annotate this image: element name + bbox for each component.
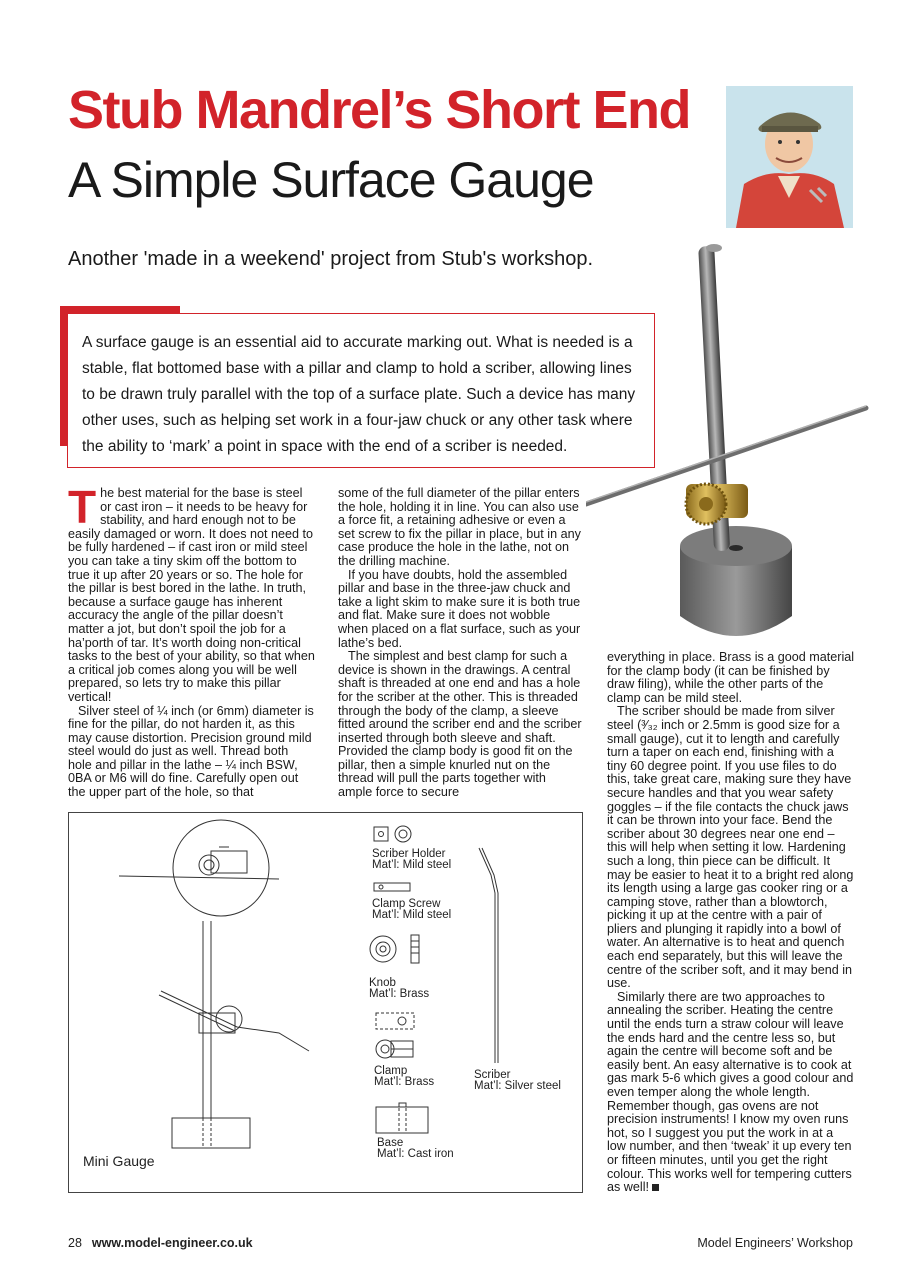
part-label-scriber-holder: Scriber Holder Mat’l: Mild steel — [372, 848, 452, 871]
body-paragraph: some of the full diameter of the pillar enters the hole, holding it in line. You can also use a force fit, a retaining adhesive or even a set screw to fix the pillar in place, but in any case produce the hole in the lathe, not on the drilling machine. — [338, 486, 581, 568]
intro-accent-bar — [60, 306, 67, 446]
end-mark-icon — [652, 1184, 659, 1191]
diagram-caption: Mini Gauge — [83, 1153, 155, 1169]
intro-box — [67, 313, 655, 468]
magazine-name: Model Engineers’ Workshop — [697, 1236, 853, 1250]
body-column-3 — [607, 651, 855, 1195]
part-label-knob: Knob Mat’l: Brass — [369, 977, 430, 1000]
part-label-base: Base Mat’l: Cast iron — [377, 1137, 454, 1160]
intro-accent-top-bar — [60, 306, 180, 313]
website-link[interactable]: www.model-engineer.co.uk — [91, 1236, 253, 1250]
part-label-scriber: Scriber Mat’l: Silver steel — [474, 1069, 561, 1092]
body-column-2 — [338, 487, 583, 800]
body-paragraph: If you have doubts, hold the assembled pillar and base in the three-jaw chuck and take a light skim to make sure it is both true and flat. Make sure it does not wobble when placed on a flat surface, such as your lathe’s bed. — [338, 567, 581, 650]
part-label-clamp-screw: Clamp Screw Mat’l: Mild steel — [372, 898, 452, 921]
page-number: 28 — [68, 1236, 82, 1250]
page-subtitle: A Simple Surface Gauge — [68, 152, 594, 208]
body-paragraph: The scriber should be made from silver steel (³⁄₃₂ inch or 2.5mm is good size for a small gauge), cut it to length and carefully turn a taper on each end, finishing with a tiny 60 degree point. If you use files to do this, take great care, making sure they have secure handles and that you wear safety goggles – if the file contacts the chuck jaws it can be thrown into your face. Bend the scriber about 30 degrees near one end – this will help when setting it low. Hardening such a long, thin piece can be difficult. It may be easier to heat it to a bright red along its length using a large gas cooker ring or a camping stove, rather than a blowtorch, picking it up at the centre with a pair of pliers and plunging it rapidly into a bowl of water. An alternative is to heat and quench each end separately, but this will leave the centre of the scriber soft, and it may bend in use. — [607, 704, 854, 991]
footer-left — [68, 1236, 253, 1250]
intro-text: A surface gauge is an essential aid to accurate marking out. What is needed is a stable, flat bottomed base with a pillar and clamp to hold a scriber, allowing lines to be drawn truly parallel with the top of a surface plate. Such a device has many other uses, such as helping set work in a four-jaw chuck or any other task where the ability to ‘mark’ a point in space with the end of a scriber is needed. — [82, 334, 636, 455]
body-column-1 — [68, 481, 315, 800]
drawing-lines — [69, 813, 584, 1194]
body-paragraph: Silver steel of ¼ inch (or 6mm) diameter is fine for the pillar, do not harden it, as this may cause distortion. Precision ground mild steel would do just as well. Thread both hole and pillar in the lathe – ¼ inch BSW, 0BA or M6 will do fine. Carefully open out the upper part of the hole, so that — [68, 703, 314, 800]
standfirst: Another 'made in a weekend' project from Stub's workshop. — [68, 248, 594, 270]
part-label-clamp: Clamp Mat’l: Brass — [374, 1065, 435, 1088]
page-title: Stub Mandrel’s Short End — [68, 80, 691, 140]
drop-cap: T — [68, 481, 97, 533]
surface-gauge-photo — [586, 236, 876, 656]
technical-drawing — [68, 812, 583, 1193]
body-paragraph: Similarly there are two approaches to annealing the scriber. Heating the centre until the ends turn a straw colour will leave the ends hard and the centre less so, but again the centre will become soft and be easily bent. An easy alternative is to cook at gas mark 5-6 which gives a good colour and even temper along the whole length. Remember though, gas ovens are not precision instruments! I know my oven runs hot, so I suggest you put the work in at a low number, and then ‘tweak’ it up every ten or fifteen minutes, until you get the right colour. This works well for tempering cutters as well! — [607, 989, 854, 1195]
body-paragraph: The simplest and best clamp for such a device is shown in the drawings. A central shaft is threaded at one end and has a hole for the scriber at the other. This is threaded through the body of the clamp, a sleeve fitted around the scriber end and the scriber inserted through both sleeve and shaft. Provided the clamp body is good fit on the pillar, then a simple knurled nut on the thread will pull the parts together with ample force to secure — [338, 649, 582, 800]
body-paragraph: everything in place. Brass is a good material for the clamp body (it can be finished by draw filing), while the other parts of the clamp can be mild steel. — [607, 650, 855, 705]
author-portrait — [726, 86, 853, 228]
body-paragraph: The best material for the base is steel or cast iron – it needs to be heavy for stability, and hard enough not to be easily damaged or worn. It does not need to be fully hardened – if cast iron or mild steel you can take a tiny skim off the bottom to true it up after 20 years or so. The hole for the pillar is best bored in the lathe. In truth, because a surface gauge has inherent accuracy the angle of the pillar doesn’t matter a jot, but don’t spoil the job for a ha’porth of tar. It’s worth doing non-critical tasks to the best of your ability, so that when a critical job comes along you will be well prepared, so lets try to make this pillar vertical! — [68, 481, 315, 704]
